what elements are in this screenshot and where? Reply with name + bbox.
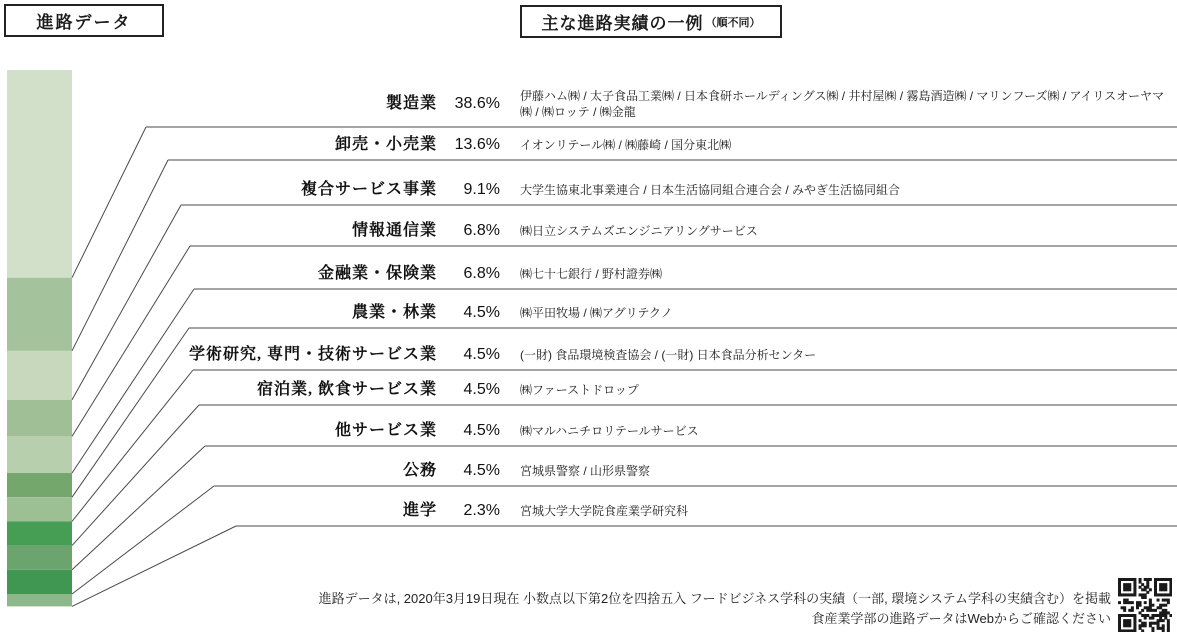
- industry-label: 卸売・小売業: [334, 136, 437, 153]
- industry-percent: 4.5%: [463, 346, 500, 363]
- industry-label: 進学: [402, 502, 437, 519]
- company-list: イオンリテール㈱ / ㈱藤崎 / 国分東北㈱: [520, 138, 732, 152]
- industry-percent: 4.5%: [463, 422, 500, 439]
- industry-percent: 13.6%: [454, 136, 500, 153]
- industry-percent: 4.5%: [463, 381, 500, 398]
- company-list: 伊藤ハム㈱ / 太子食品工業㈱ / 日本食研ホールディングス㈱ / 井村屋㈱ / 霧島酒造㈱ / マリンフーズ㈱ / アイリスオーヤマ㈱ / ㈱ロッテ / ㈱金龍: [520, 89, 1165, 119]
- company-list: (一財) 食品環境検査協会 / (一財) 日本食品分析センター: [520, 348, 817, 362]
- industry-label: 他サービス業: [334, 422, 437, 439]
- section-title-note: （順不同）: [705, 16, 761, 29]
- industry-row-6: [0, 280, 1177, 328]
- industry-row-2: [0, 112, 1177, 160]
- bar-segment-9: [7, 546, 72, 570]
- industry-percent: 2.3%: [463, 502, 500, 519]
- industry-row-4: [0, 198, 1177, 246]
- company-list: ㈱ファーストドロップ: [520, 383, 639, 397]
- footnote-line-1: 進路データは, 2020年3月19日現在 小数点以下第2位を四捨五入 フードビジネス学科の実績（一部, 環境システム学科の実績含む）を掲載: [318, 591, 1111, 606]
- industry-label: 製造業: [385, 95, 437, 112]
- industry-label: 複合サービス事業: [300, 181, 437, 198]
- company-list: ㈱日立システムズエンジニアリングサービス: [520, 224, 758, 238]
- industry-percent: 4.5%: [463, 462, 500, 479]
- company-list: ㈱平田牧場 / ㈱アグリテクノ: [520, 306, 673, 320]
- industry-percent: 9.1%: [463, 181, 500, 198]
- company-list: 宮城県警察 / 山形県警察: [520, 464, 651, 478]
- bar-segment-10: [7, 570, 72, 594]
- industry-row-11: [0, 478, 1177, 526]
- page-title-label: 進路データ: [36, 13, 132, 32]
- industry-label: 金融業・保険業: [317, 265, 437, 282]
- industry-percent: 38.6%: [454, 95, 500, 112]
- company-list: 宮城大学大学院食産業学研究科: [520, 504, 689, 518]
- industry-percent: 4.5%: [463, 304, 500, 321]
- footnotes: [319, 589, 1111, 629]
- industry-label: 公務: [402, 462, 437, 479]
- company-list: 大学生協東北事業連合 / 日本生活協同組合連合会 / みやぎ生活協同組合: [520, 183, 901, 197]
- connector-line-11: [72, 526, 236, 606]
- industry-label: 情報通信業: [351, 222, 437, 239]
- section-title-label: 主な進路実績の一例: [541, 14, 704, 33]
- industry-percent: 6.8%: [463, 265, 500, 282]
- industry-percent: 6.8%: [463, 222, 500, 239]
- qr-code: [1118, 578, 1172, 632]
- company-list: ㈱マルハニチロリテールサービス: [520, 424, 699, 438]
- bar-segment-11: [7, 594, 72, 606]
- industry-label: 農業・林業: [351, 304, 437, 321]
- company-list: ㈱七十七銀行 / 野村證券㈱: [520, 267, 663, 281]
- industry-label: 学術研究, 専門・技術サービス業: [188, 346, 437, 363]
- industry-label: 宿泊業, 飲食サービス業: [256, 381, 437, 398]
- footnote-line-2: 食産業学部の進路データはWebからご確認ください: [811, 611, 1111, 626]
